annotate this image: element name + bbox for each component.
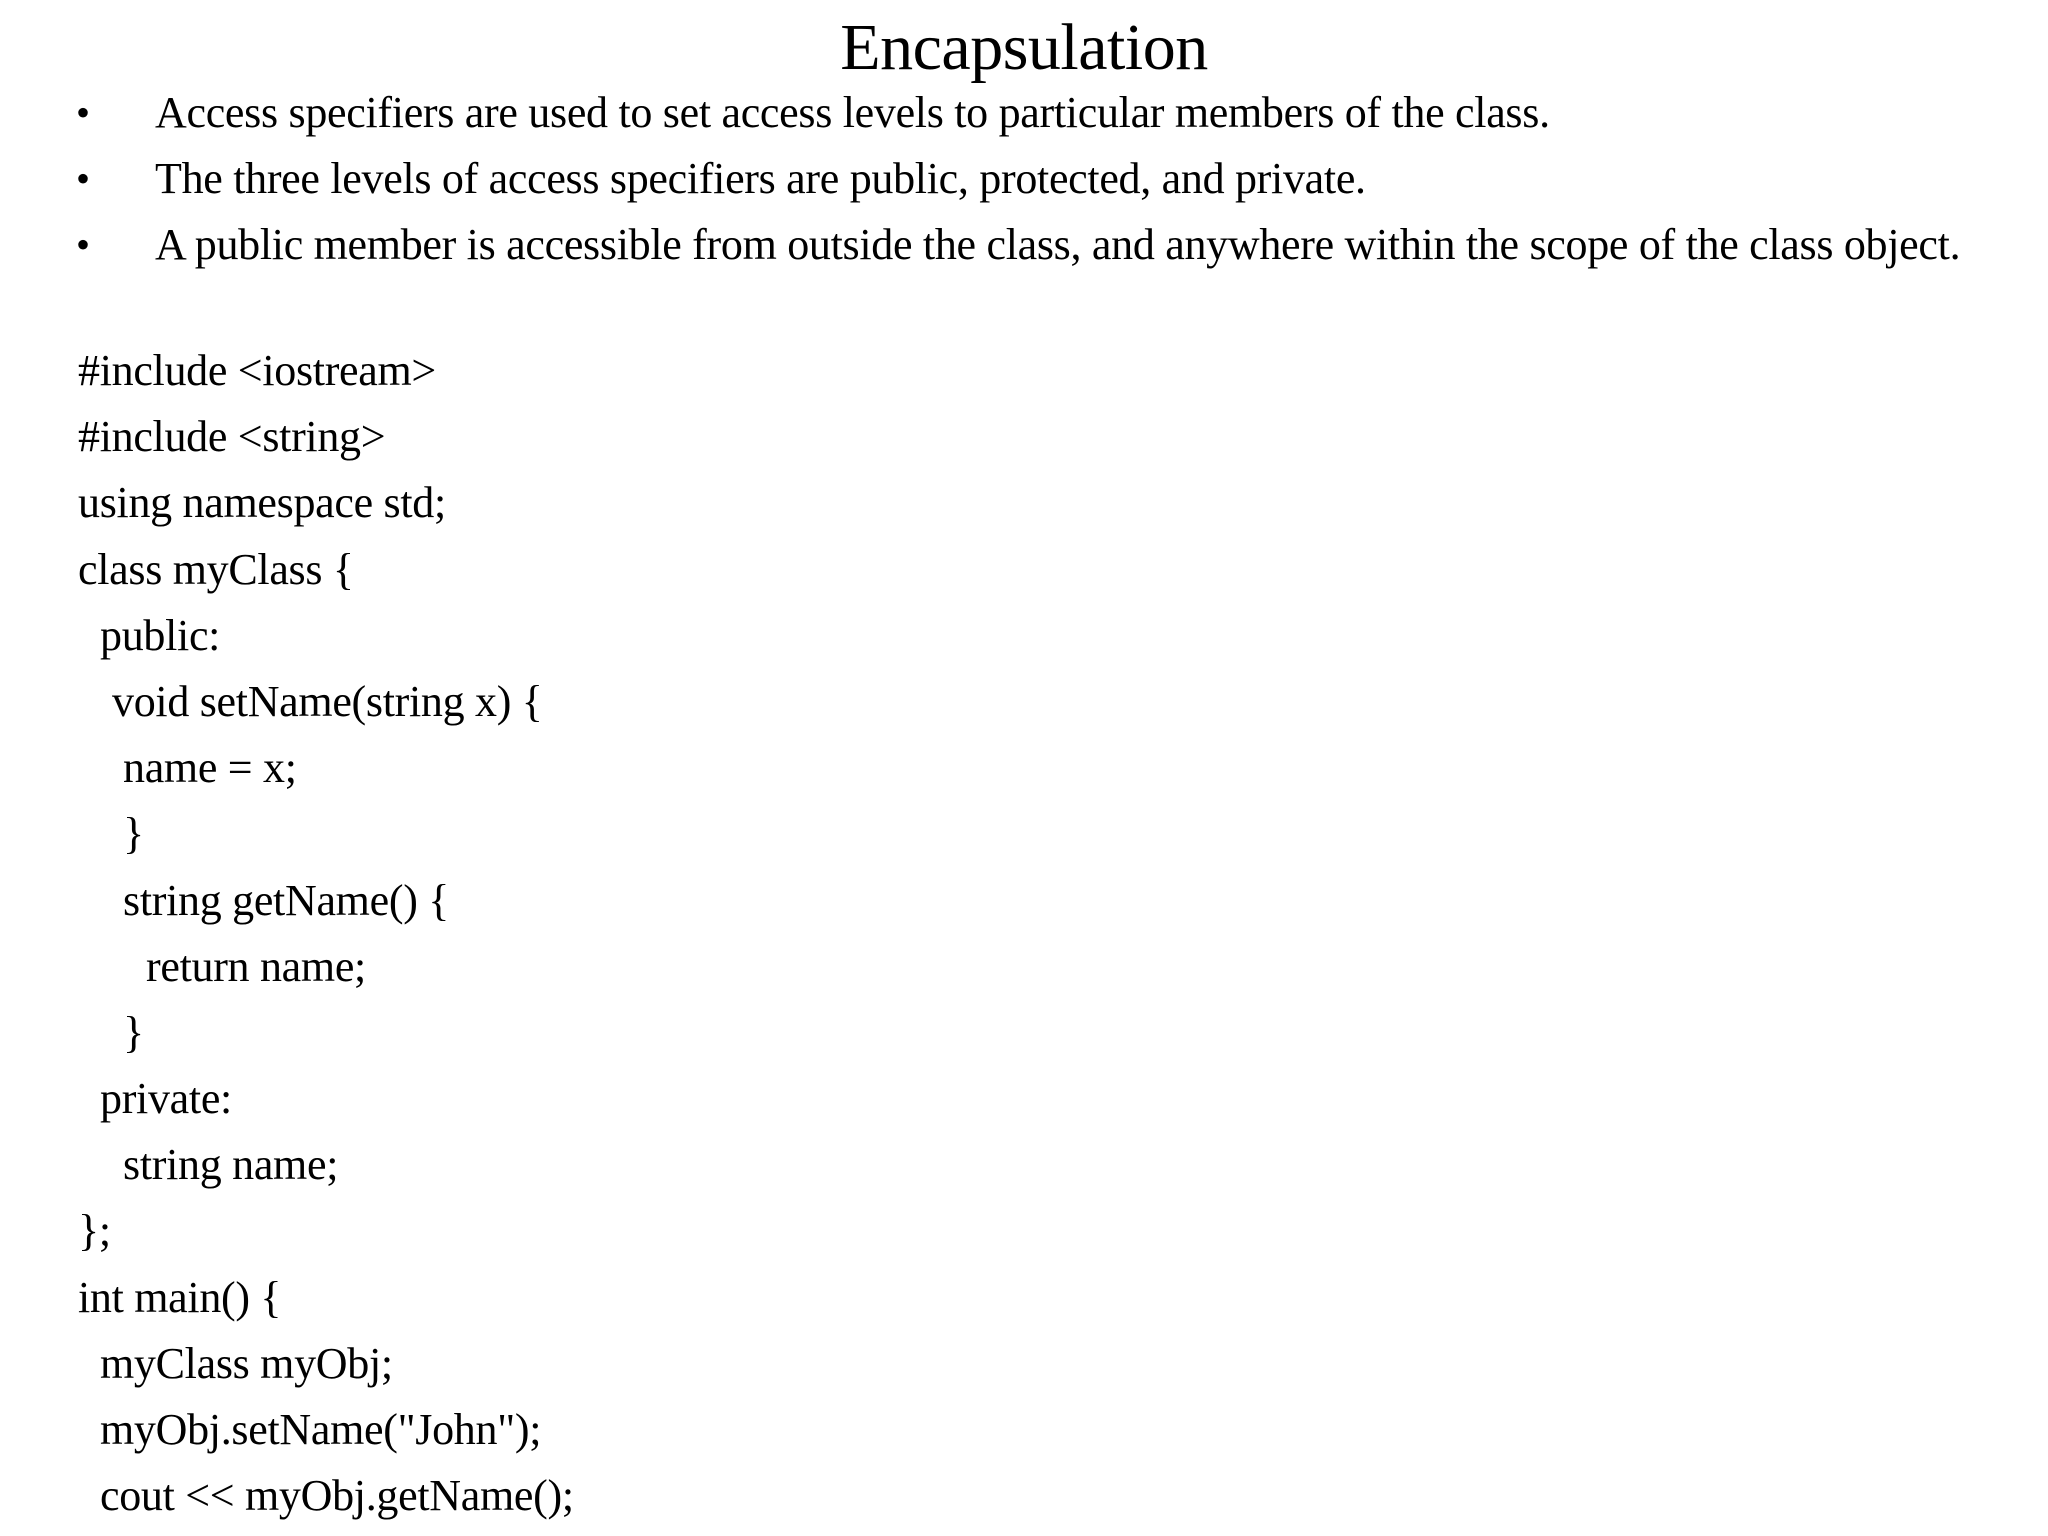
code-line: myClass myObj; bbox=[100, 1338, 393, 1388]
code-line: name = x; bbox=[123, 743, 297, 793]
code-line: cout << myObj.getName(); bbox=[100, 1471, 574, 1521]
code-line: #include <iostream> bbox=[78, 346, 436, 395]
bullet-icon: • bbox=[76, 90, 90, 135]
code-line: int main() { bbox=[78, 1272, 282, 1322]
code-line: string name; bbox=[123, 1140, 339, 1190]
code-line: return name; bbox=[146, 941, 366, 991]
code-line: }; bbox=[78, 1206, 111, 1256]
slide-title: Encapsulation bbox=[840, 11, 1208, 84]
code-line: } bbox=[123, 1007, 144, 1057]
code-line: void setName(string x) { bbox=[112, 676, 543, 726]
bullet-item bbox=[0, 218, 2048, 272]
code-line: class myClass { bbox=[78, 544, 354, 594]
bullet-text: Access specifiers are used to set access levels to particular members of the class. bbox=[155, 88, 1550, 137]
code-line: #include <string> bbox=[78, 412, 386, 462]
code-line: } bbox=[123, 809, 144, 859]
code-line: using namespace std; bbox=[78, 478, 446, 528]
bullet-text: The three levels of access specifiers are public, protected, and private. bbox=[155, 154, 1366, 203]
bullet-icon: • bbox=[76, 222, 90, 267]
bullet-text: A public member is accessible from outside the class, and anywhere within the scope of the class object. bbox=[155, 220, 1961, 269]
code-line: private: bbox=[100, 1074, 232, 1124]
bullet-item bbox=[0, 86, 2048, 140]
code-listing bbox=[78, 338, 1978, 1529]
bullet-list bbox=[0, 86, 2048, 284]
code-line: string getName() { bbox=[123, 875, 450, 925]
code-line: public: bbox=[100, 610, 221, 660]
bullet-icon: • bbox=[76, 156, 90, 201]
code-line: myObj.setName("John"); bbox=[100, 1405, 542, 1454]
bullet-item bbox=[0, 152, 2048, 206]
